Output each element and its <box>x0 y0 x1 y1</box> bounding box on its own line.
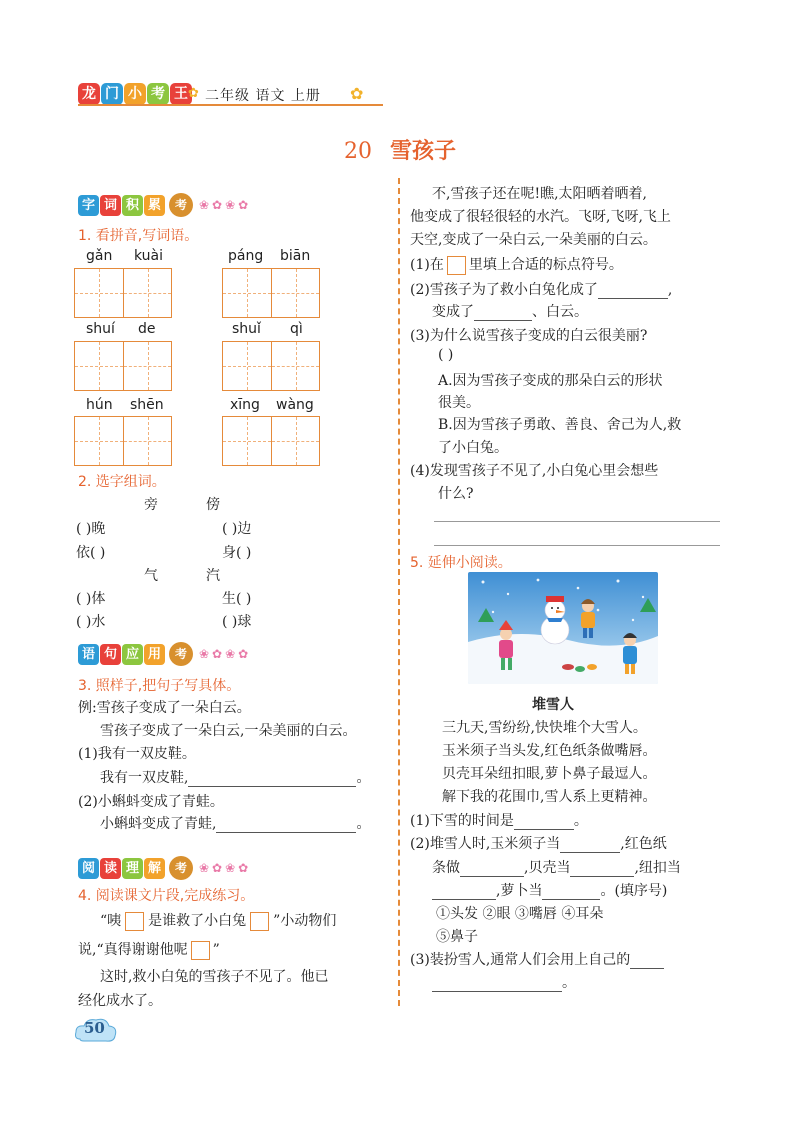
pinyin: wàng <box>276 397 314 413</box>
badge-char: 应 <box>122 644 143 665</box>
sub-text: (2)堆雪人时,玉米须子当 <box>410 836 561 852</box>
badge-char: 解 <box>144 858 165 879</box>
snowman-illustration <box>468 572 658 684</box>
section-badge-words <box>78 193 251 217</box>
fill-blank[interactable]: ( )球 <box>222 614 252 630</box>
sub-text: , <box>667 282 673 298</box>
answer-line[interactable] <box>542 885 600 900</box>
q4-sub2 <box>410 279 672 299</box>
answer-line[interactable] <box>514 815 574 830</box>
q5-sub2-cont2 <box>432 880 667 900</box>
sub-text: (3)装扮雪人,通常人们会用上自己的 <box>410 952 631 968</box>
q4-sub4: (4)发现雪孩子不见了,小白兔心里会想些 <box>410 463 659 479</box>
badge-char: 词 <box>100 195 121 216</box>
sub-text: (1)下雪的时间是 <box>410 813 514 829</box>
writing-grid[interactable] <box>222 416 320 466</box>
sub-text: 条做 <box>432 860 460 876</box>
brand-char: 小 <box>124 83 146 105</box>
brand-char: 王 <box>170 83 192 105</box>
option-b[interactable]: B.因为雪孩子勇敢、善良、舍己为人,救 <box>438 417 682 433</box>
option-a-cont: 很美。 <box>438 395 480 411</box>
q4-passage-line: 经化成水了。 <box>78 993 162 1009</box>
q3-sentence-1: (1)我有一双皮鞋。 <box>78 746 196 762</box>
lesson-number: 20 <box>343 139 372 164</box>
q3-fill-2[interactable] <box>100 813 370 833</box>
q4-sub4-cont: 什么? <box>438 486 474 502</box>
answer-line[interactable] <box>630 954 664 969</box>
poem-line: 解下我的花围巾,雪人系上更精神。 <box>442 789 657 805</box>
q4-passage-line <box>100 910 336 931</box>
badge-char: 积 <box>122 195 143 216</box>
pinyin: de <box>138 321 156 337</box>
answer-line[interactable] <box>460 862 524 877</box>
option-b-cont: 了小白兔。 <box>438 440 508 456</box>
q4-passage-line: 这时,救小白兔的雪孩子不见了。他已 <box>100 969 329 985</box>
pinyin: shēn <box>130 397 164 413</box>
sub-text: 。 <box>562 975 576 991</box>
q4-passage-line: 不,雪孩子还在呢!瞧,太阳晒着晒着, <box>432 186 647 202</box>
bee-icon: ✿ <box>350 84 364 103</box>
badge-char: 语 <box>78 644 99 665</box>
q3-fill-1[interactable] <box>100 767 370 787</box>
bear-icon: 考 <box>169 193 193 217</box>
q5-sub2-cont <box>432 857 681 877</box>
answer-line[interactable] <box>434 521 720 522</box>
fill-blank[interactable]: 依( ) <box>76 545 106 561</box>
q5-title: 5. 延伸小阅读。 <box>410 555 512 571</box>
answer-line[interactable] <box>432 977 562 992</box>
poem-line: 贝壳耳朵纽扣眼,萝卜鼻子最逗人。 <box>442 766 657 782</box>
q3-example-answer: 雪孩子变成了一朵白云,一朵美丽的白云。 <box>100 723 357 739</box>
page-number: 50 <box>84 1019 105 1037</box>
answer-paren[interactable]: ( ) <box>438 347 454 363</box>
answer-line[interactable] <box>216 818 356 833</box>
lesson-title <box>0 134 800 165</box>
char-choice: 傍 <box>206 497 220 513</box>
q3-fill-1-text: 我有一双皮鞋, <box>100 770 189 786</box>
brand-char: 考 <box>147 83 169 105</box>
period: 。 <box>356 816 371 832</box>
answer-line[interactable] <box>434 545 720 546</box>
writing-grid[interactable] <box>74 341 172 391</box>
punct-box[interactable] <box>191 941 210 960</box>
writing-grid[interactable] <box>222 268 320 318</box>
pinyin: gǎn <box>86 248 113 264</box>
bee-icon: ✿ <box>188 86 199 101</box>
section-badge-reading <box>78 856 251 880</box>
writing-grid[interactable] <box>222 341 320 391</box>
fill-blank[interactable]: ( )晚 <box>76 521 106 537</box>
q4-title: 4. 阅读课文片段,完成练习。 <box>78 888 255 904</box>
butterfly-icon: ❀✿❀✿ <box>199 861 252 875</box>
q5-sub2 <box>410 833 667 853</box>
char-choice: 气 <box>144 568 158 584</box>
butterfly-icon: ❀✿❀✿ <box>199 647 252 661</box>
sub-text: 、白云。 <box>532 304 588 320</box>
lesson-name: 雪孩子 <box>389 139 456 164</box>
sub-text: 里填上合适的标点符号。 <box>468 257 623 273</box>
sub-text: (2)雪孩子为了救小白兔化成了 <box>410 282 598 298</box>
punct-box[interactable] <box>250 912 269 931</box>
fill-blank[interactable]: 身( ) <box>222 545 252 561</box>
passage-text: 说,“真得谢谢他呢 <box>78 942 188 958</box>
badge-char: 用 <box>144 644 165 665</box>
section-badge-sentences <box>78 642 251 666</box>
passage-text: “咦 <box>100 913 122 929</box>
q1-title: 1. 看拼音,写词语。 <box>78 228 199 244</box>
poem-line: 玉米须子当头发,红色纸条做嘴唇。 <box>442 743 657 759</box>
sub-text: 变成了 <box>432 304 474 320</box>
column-divider <box>398 178 400 1006</box>
char-choice: 旁 <box>144 497 158 513</box>
header-rule <box>78 104 383 106</box>
sub-text: ,萝卜当 <box>496 883 543 899</box>
writing-grid[interactable] <box>74 416 172 466</box>
q4-sub3: (3)为什么说雪孩子变成的白云很美丽? <box>410 328 648 344</box>
q4-passage-line <box>78 939 220 960</box>
pinyin: páng <box>228 248 264 264</box>
badge-char: 理 <box>122 858 143 879</box>
q5-sub3-cont <box>432 972 576 992</box>
pinyin: kuài <box>134 248 164 264</box>
q5-sub1 <box>410 810 588 830</box>
pinyin: shuí <box>86 321 115 337</box>
badge-char: 句 <box>100 644 121 665</box>
fill-blank[interactable]: ( )水 <box>76 614 106 630</box>
writing-grid[interactable] <box>74 268 172 318</box>
butterfly-icon: ❀✿❀✿ <box>199 198 252 212</box>
badge-char: 读 <box>100 858 121 879</box>
sub-text: (1)在 <box>410 257 444 273</box>
sub-text: ,纽扣当 <box>634 860 681 876</box>
badge-char: 累 <box>144 195 165 216</box>
badge-char: 阅 <box>78 858 99 879</box>
sub-text: ,贝壳当 <box>524 860 571 876</box>
q4-sub1 <box>410 254 623 275</box>
poem-title: 堆雪人 <box>532 697 574 713</box>
punct-box[interactable] <box>125 912 144 931</box>
passage-text: 是谁救了小白兔 <box>148 913 247 929</box>
fill-blank[interactable]: ( )体 <box>76 591 106 607</box>
pinyin: xīng <box>230 397 260 413</box>
q3-title: 3. 照样子,把句子写具体。 <box>78 678 241 694</box>
bear-icon: 考 <box>169 856 193 880</box>
option-a[interactable]: A.因为雪孩子变成的那朵白云的形状 <box>438 373 663 389</box>
sub-text: 。(填序号) <box>600 883 668 899</box>
answer-line[interactable] <box>188 772 356 787</box>
brand-char: 门 <box>101 83 123 105</box>
pinyin: shuǐ <box>232 321 261 337</box>
poem-line: 三九天,雪纷纷,快快堆个大雪人。 <box>442 720 647 736</box>
punct-box[interactable] <box>447 256 466 275</box>
answer-line[interactable] <box>570 862 634 877</box>
q5-sub3 <box>410 949 664 969</box>
q2-title: 2. 选字组词。 <box>78 474 166 490</box>
bear-icon: 考 <box>169 642 193 666</box>
passage-text: ” <box>212 942 220 958</box>
sub-text: 。 <box>573 813 588 829</box>
badge-char: 字 <box>78 195 99 216</box>
answer-line[interactable] <box>432 885 496 900</box>
pinyin: biān <box>280 248 311 264</box>
sub-text: ,红色纸 <box>620 836 667 852</box>
period: 。 <box>356 770 371 786</box>
q3-example: 例:雪孩子变成了一朵白云。 <box>78 700 251 716</box>
answer-line[interactable] <box>474 306 532 321</box>
grade-label: 二年级 语文 上册 <box>205 88 321 104</box>
char-choice: 汽 <box>206 568 220 584</box>
fill-blank[interactable]: ( )边 <box>222 521 252 537</box>
q5-options: ①头发 ②眼 ③嘴唇 ④耳朵 <box>436 906 604 922</box>
q4-passage-line: 他变成了很轻很轻的水汽。飞呀,飞呀,飞上 <box>410 209 671 225</box>
q5-option-5: ⑤鼻子 <box>436 929 478 945</box>
answer-line[interactable] <box>560 838 620 853</box>
pinyin: qì <box>290 321 303 337</box>
q3-sentence-2: (2)小蝌蚪变成了青蛙。 <box>78 794 224 810</box>
q4-sub2-cont <box>432 301 588 321</box>
fill-blank[interactable]: 生( ) <box>222 591 252 607</box>
brand-logo <box>78 83 192 105</box>
passage-text: ”小动物们 <box>273 913 337 929</box>
brand-char: 龙 <box>78 83 100 105</box>
q4-passage-line: 天空,变成了一朵白云,一朵美丽的白云。 <box>410 232 657 248</box>
pinyin: hún <box>86 397 113 413</box>
q3-fill-2-text: 小蝌蚪变成了青蛙, <box>100 816 217 832</box>
answer-line[interactable] <box>598 284 668 299</box>
